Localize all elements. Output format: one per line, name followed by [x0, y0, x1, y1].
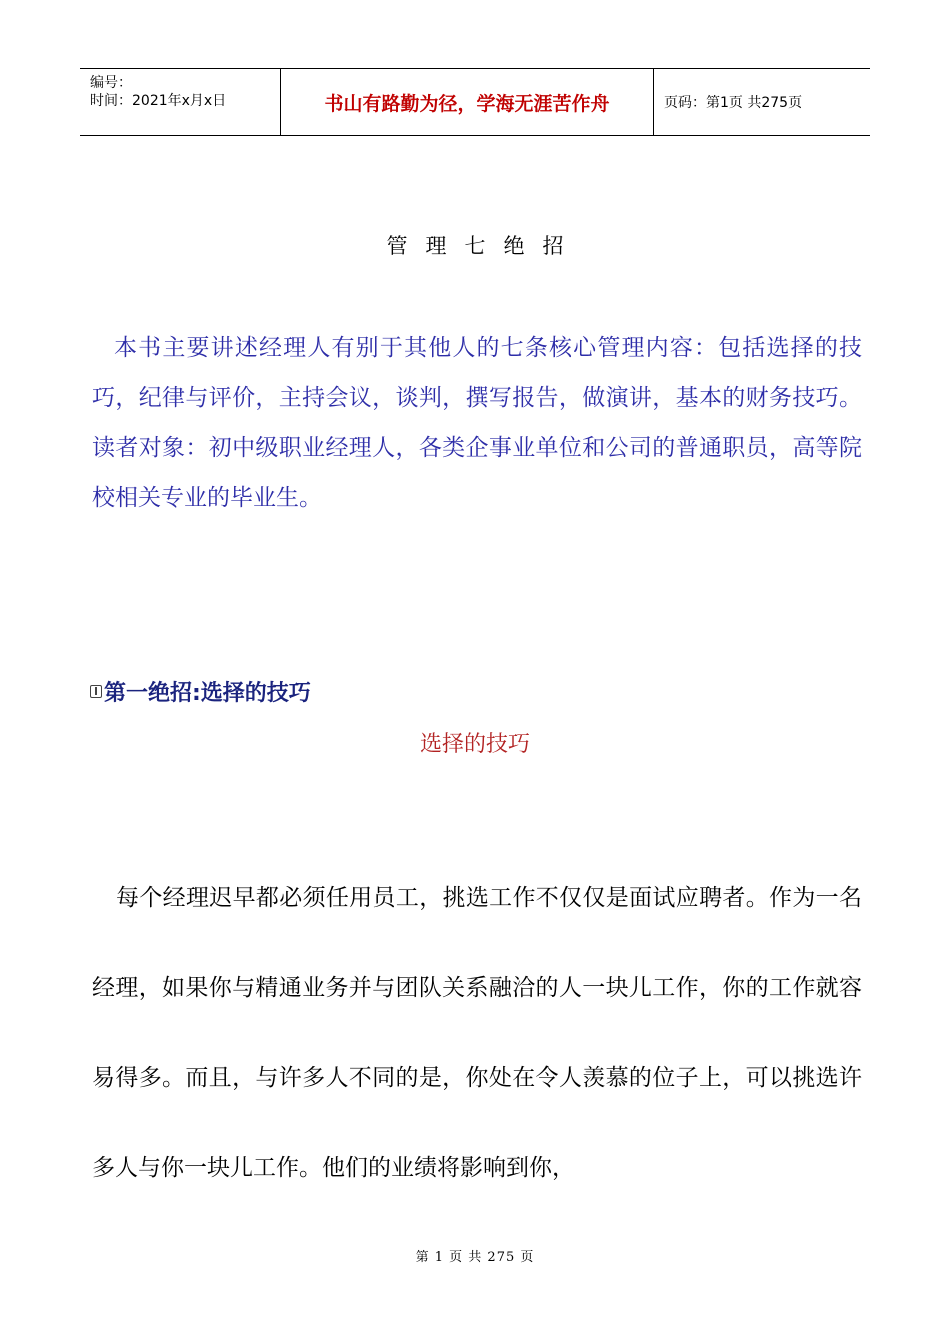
header-meta-cell [80, 69, 281, 135]
page-footer: 第 1 页 共 275 页 [415, 1250, 535, 1265]
date-label: 时间：2021年x月x日 [90, 93, 227, 109]
header-table [80, 68, 870, 136]
page-info: 页码：第1页 共275页 [664, 95, 803, 111]
motto-text: 书山有路勤为径，学海无涯苦作舟 [324, 92, 610, 115]
chapter-heading[interactable] [90, 676, 311, 707]
header-page-cell [654, 69, 870, 135]
body-paragraph: 每个经理迟早都必须任用员工，挑选工作不仅仅是面试应聘者。作为一名经理，如果你与精通业务并与团队关系融洽的人一块儿工作，你的工作就容易得多。而且，与许多人不同的是，你处在令人羡慕的位子上，可以挑选许多人与你一块儿工作。他们的业绩将影响到你， [92, 885, 862, 1181]
document-title: 管理七绝招 [386, 234, 582, 258]
intro-paragraph: 本书主要讲述经理人有别于其他人的七条核心管理内容：包括选择的技巧，纪律与评价，主持会议，谈判，撰写报告，做演讲，基本的财务技巧。读者对象：初中级职业经理人，各类企事业单位和公司的普通职员，高等院校相关专业的毕业生。 [92, 335, 862, 511]
number-label: 编号： [90, 75, 132, 91]
section-title: 选择的技巧 [419, 732, 530, 757]
header-motto-cell [281, 69, 654, 135]
book-icon [90, 685, 102, 698]
chapter-heading-text: 第一绝招:选择的技巧 [104, 681, 311, 706]
